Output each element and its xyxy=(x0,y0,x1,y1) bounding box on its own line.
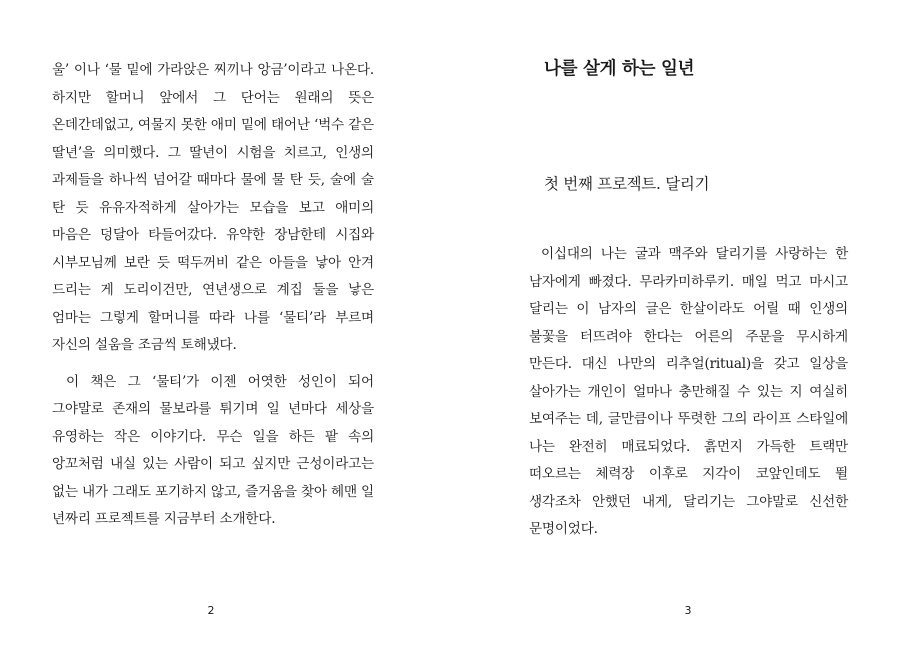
page-number: 2 xyxy=(207,604,215,617)
chapter-title: 나를 살게 하는 일년 xyxy=(544,59,695,79)
section-title: 첫 번째 프로젝트. 달리기 xyxy=(544,175,710,193)
left-page-body xyxy=(52,57,374,534)
right-page xyxy=(450,0,900,664)
page-number: 3 xyxy=(684,604,692,617)
right-page-body xyxy=(529,241,848,544)
body-paragraph: 이십대의 나는 굴과 맥주와 달리기를 사랑하는 한 남자에게 빠졌다. 무라카미하루키. 매일 먹고 마시고 달리는 이 남자의 글은 한살이라도 어릴 때 인생의 불꽃을 터뜨려야 한다는 어른의 주문을 무시하게 만든다. 대신 나만의 리추얼(ritual)을 갖고 일상을 살아가는 개인이 얼마나 충만해질 수 있는 지 여실히 보여주는 데, 글만큼이나 뚜렷한 그의 라이프 스타일에 나는 완전히 매료되었다. 흙먼지 가득한 트랙만 떠오르는 체력장 이후로 지각이 코앞인데도 뛸 생각조차 안했던 내게, 달리기는 그야말로 신선한 문명이었다. xyxy=(529,246,848,537)
body-paragraph: 이 책은 그 ‘물티’가 이젠 어엿한 성인이 되어 그야말로 존재의 물보라를 튀기며 일 년마다 세상을 유영하는 작은 이야기다. 무슨 일을 하든 팥 속의 앙꼬처럼 내실 있는 사람이 되고 싶지만 근성이라고는 없는 내가 그래도 포기하지 않고, 즐거움을 찾아 헤맨 일 년짜리 프로젝트를 지금부터 소개한다. xyxy=(52,373,374,527)
body-paragraph: 울’ 이나 ‘물 밑에 가라앉은 찌끼나 앙금’이라고 나온다. 하지만 할머니 앞에서 그 단어는 원래의 뜻은 온데간데없고, 여물지 못한 애미 밑에 태어난 ‘벅수 같은 딸년’을 의미했다. 그 딸년이 시험을 치르고, 인생의 과제들을 하나씩 넘어갈 때마다 물에 물 탄 듯, 술에 술 탄 듯 유유자적하게 살아가는 모습을 보고 애미의 마음은 덩달아 타들어갔다. 유약한 장남한테 시집와 시부모님께 보란 듯 떡두꺼비 같은 아들을 낳아 안겨 드리는 게 도리이건만, 연년생으로 계집 둘을 낳은 엄마는 그렇게 할머니를 따라 나를 ‘물티’라 부르며 자신의 설움을 조금씩 토해냈다. xyxy=(52,62,374,353)
